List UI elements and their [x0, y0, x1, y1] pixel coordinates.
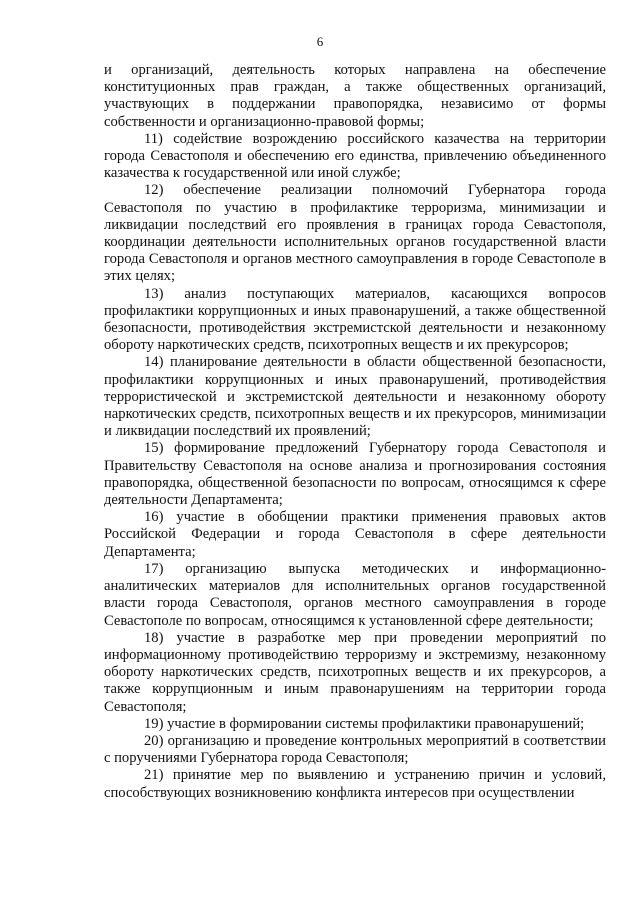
paragraph-item-21: 21) принятие мер по выявлению и устранению причин и условий, способствующих возникновению конфликта интересов при осуществлении: [104, 767, 606, 801]
paragraph-item-19: 19) участие в формировании системы профилактики правонарушений;: [144, 715, 585, 732]
paragraph-item-15: 15) формирование предложений Губернатору города Севастополя и Правительству Севастополя на основе анализа и прогнозирования состояния правопорядка, общественной безопасности по вопросам, относящимся к сфере деятельности Департамента;: [104, 440, 606, 509]
paragraph-item-17: 17) организацию выпуска методических и информационно-аналитических материалов для исполнительных органов государственной власти города Севастополя, органов местного самоуправления в городе Севастополе по вопросам, относящимся к установленной сфере деятельности;: [104, 560, 606, 629]
paragraph-item-16: 16) участие в обобщении практики применения правовых актов Российской Федерации и города Севастополя в сфере деятельности Департамента;: [104, 509, 606, 560]
page-number: 6: [316, 34, 324, 49]
paragraph-item-14: 14) планирование деятельности в области общественной безопасности, профилактики коррупционных и иных правонарушений, противодействия террористической и экстремистской деятельности и незаконному обороту наркотических средств, психотропных веществ и их прекурсоров, минимизации и ликвидации последствий их проявлений;: [104, 354, 606, 440]
paragraph-item-13: 13) анализ поступающих материалов, касающихся вопросов профилактики коррупционных и иных правонарушений, а также общественной безопасности, противодействия экстремистской деятельности и незаконному обороту наркотических средств, психотропных веществ и их прекурсоров;: [104, 285, 606, 354]
paragraph-item-18: 18) участие в разработке мер при проведении мероприятий по информационному противодействию терроризму и экстремизму, незаконному обороту наркотических средств, психотропных веществ и их прекурсоров, а также коррупционным и иным правонарушениям на территории города Севастополя;: [104, 629, 606, 715]
document-body: [104, 62, 606, 802]
paragraph-item-11: 11) содействие возрождению российского казачества на территории города Севастополя и обеспечению его единства, привлечению объединенного казачества к государственной или иной службе;: [104, 130, 606, 182]
paragraph-item-20: 20) организацию и проведение контрольных мероприятий в соответствии с поручениями Губернатора города Севастополя;: [104, 732, 606, 767]
paragraph-item-12: 12) обеспечение реализации полномочий Губернатора города Севастополя по участию в профилактике терроризма, минимизации и ликвидации последствий его проявления в границах города Севастополя, координации деятельности исполнительных органов государственной власти города Севастополя и органов местного самоуправления в городе Севастополе в этих целях;: [104, 182, 606, 285]
paragraph-continuation: и организаций, деятельность которых направлена на обеспечение конституционных прав граждан, а также общественных организаций, участвующих в поддержании правопорядка, независимо от формы собственности и организационно-правовой формы;: [104, 62, 606, 130]
